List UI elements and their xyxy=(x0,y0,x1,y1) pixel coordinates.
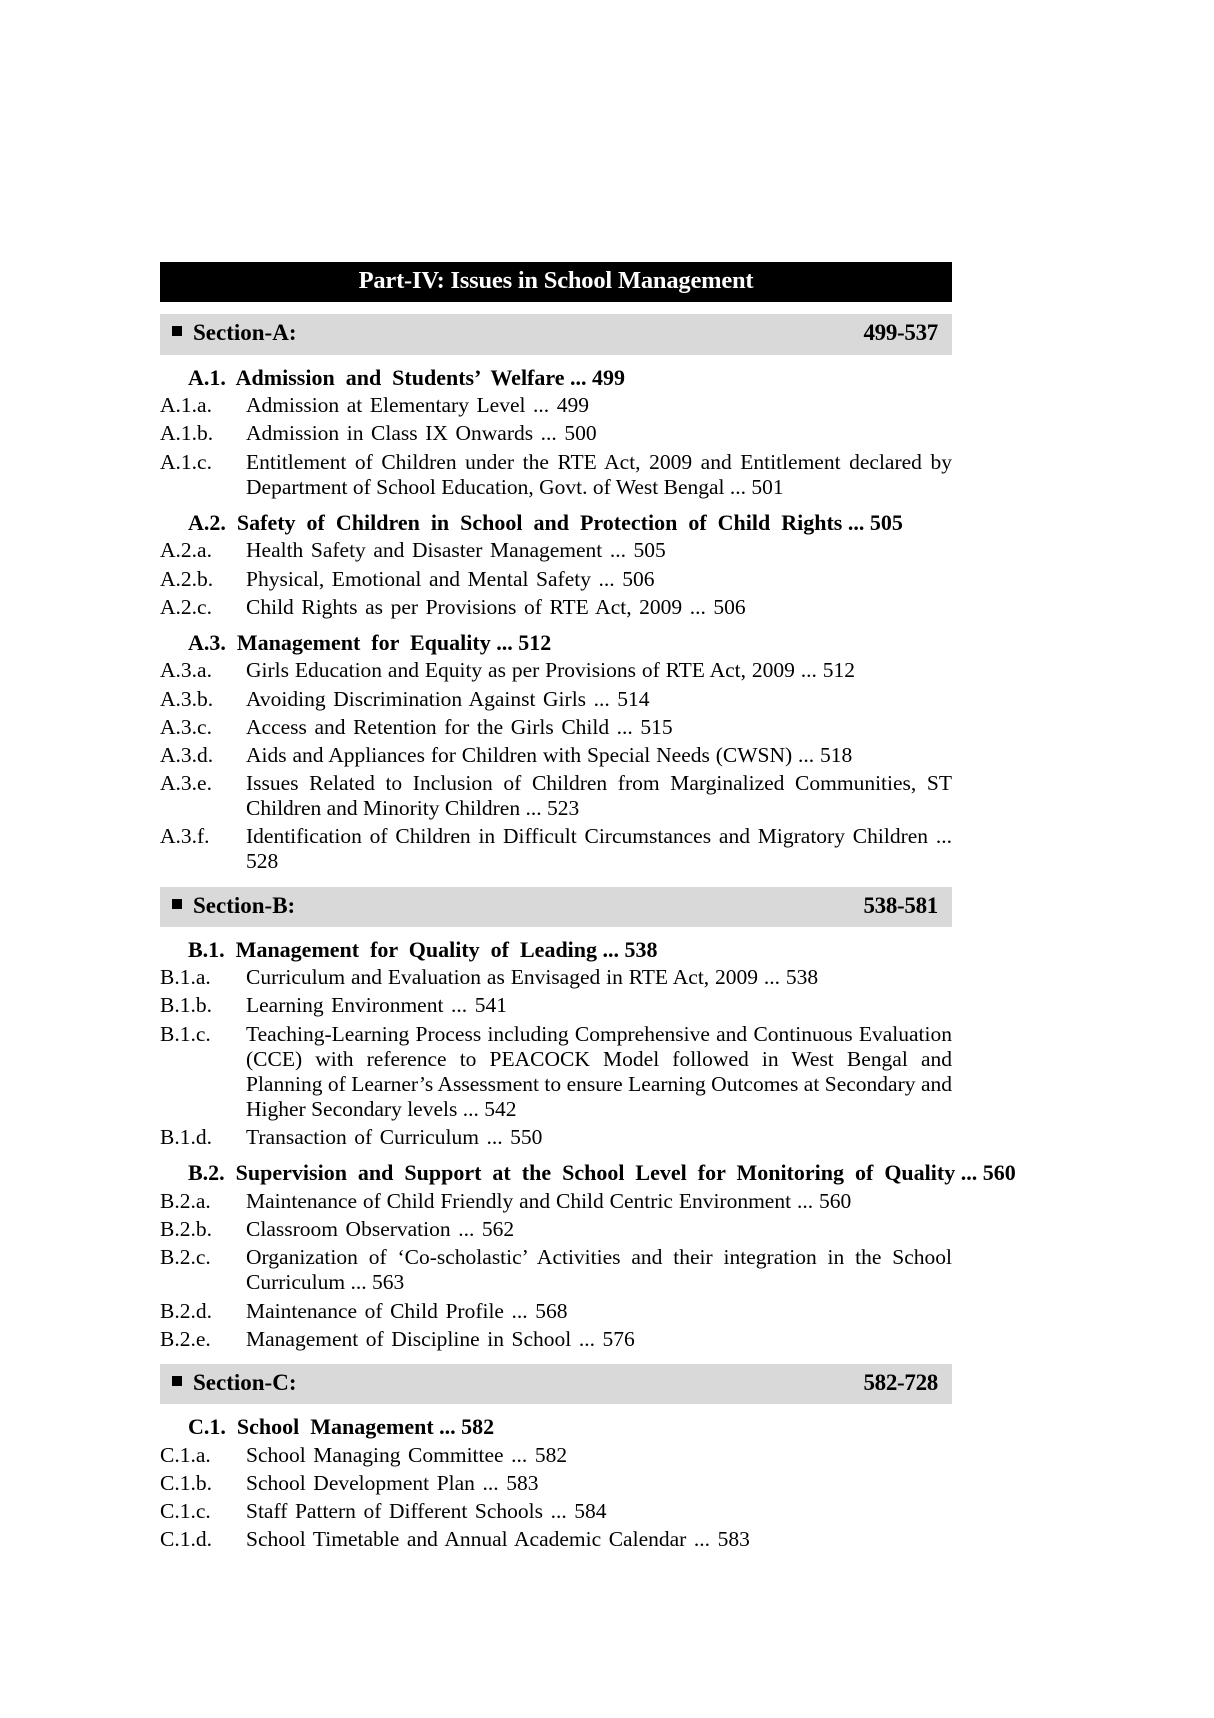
toc-entry[interactable] xyxy=(160,1471,952,1496)
toc-entry-text: Classroom Observation ... 562 xyxy=(246,1217,515,1242)
subsection-heading[interactable]: B.1. Management for Quality of Leading ... 538 xyxy=(188,936,658,962)
toc-entry-label: A.1.b. xyxy=(160,421,214,446)
toc-entry[interactable] xyxy=(160,1022,952,1123)
section-label: Section-C: xyxy=(193,1369,297,1395)
toc-entry-label: B.2.a. xyxy=(160,1188,211,1213)
subsection-heading[interactable]: A.1. Admission and Students’ Welfare ... 499 xyxy=(188,364,626,390)
toc-entry-text: School Managing Committee ... 582 xyxy=(246,1442,568,1467)
section-header[interactable] xyxy=(160,887,952,927)
toc-entry-label: C.1.a. xyxy=(160,1442,211,1467)
toc-entry-text: Staff Pattern of Different Schools ... 584 xyxy=(246,1498,607,1523)
toc-entry-label: A.2.b. xyxy=(160,566,214,591)
subsection-heading[interactable]: A.3. Management for Equality ... 512 xyxy=(188,629,552,655)
toc-entry-label: A.1.c. xyxy=(160,449,212,474)
square-bullet-icon xyxy=(172,899,182,909)
toc-entry-label: B.1.c. xyxy=(160,1021,211,1046)
toc-entry-label: C.1.c. xyxy=(160,1498,211,1523)
toc-entry[interactable] xyxy=(160,567,952,592)
table-of-contents-page xyxy=(160,262,1016,1554)
toc-entry-label: A.3.a. xyxy=(160,658,212,683)
toc-entry[interactable] xyxy=(160,824,952,874)
toc-entry[interactable] xyxy=(160,965,952,990)
toc-entry-text: School Timetable and Annual Academic Calendar ... 583 xyxy=(246,1526,750,1551)
toc-entry[interactable] xyxy=(160,421,952,446)
toc-entry[interactable] xyxy=(160,715,952,740)
toc-entry-text: Maintenance of Child Profile ... 568 xyxy=(246,1298,568,1323)
toc-entry-label: A.3.c. xyxy=(160,714,212,739)
toc-entry-label: A.3.f. xyxy=(160,824,210,849)
toc-entry-text: Learning Environment ... 541 xyxy=(246,993,507,1018)
toc-entry-label: A.3.d. xyxy=(160,742,214,767)
section-block xyxy=(160,314,952,874)
toc-entry-text: Access and Retention for the Girls Child ... 515 xyxy=(246,714,673,739)
toc-entry[interactable] xyxy=(160,687,952,712)
toc-entry-text: Curriculum and Evaluation as Envisaged in RTE Act, 2009 ... 538 xyxy=(246,965,819,990)
toc-entry[interactable] xyxy=(160,595,952,620)
toc-entry[interactable] xyxy=(160,743,952,768)
toc-entry-label: B.2.d. xyxy=(160,1298,212,1323)
section-block xyxy=(160,1364,952,1552)
section-label: Section-A: xyxy=(193,320,297,346)
square-bullet-icon xyxy=(172,326,182,336)
toc-entry-label: B.1.d. xyxy=(160,1125,212,1150)
toc-entry[interactable] xyxy=(160,1217,952,1242)
toc-entry-label: A.2.a. xyxy=(160,538,212,563)
section-page-range: 582-728 xyxy=(863,1369,938,1395)
sections-container xyxy=(160,314,1016,1552)
toc-entry-label: B.1.b. xyxy=(160,993,212,1018)
toc-entry-text: Issues Related to Inclusion of Children from Marginalized Communities, ST Children and Minority Children ... 523 xyxy=(246,771,952,821)
toc-entry-label: A.2.c. xyxy=(160,594,212,619)
part-title-bar xyxy=(160,262,952,302)
toc-entry-label: B.2.e. xyxy=(160,1326,211,1351)
toc-entry-text: Avoiding Discrimination Against Girls ... 514 xyxy=(246,686,650,711)
toc-entry-text: Aids and Appliances for Children with Special Needs (CWSN) ... 518 xyxy=(246,742,853,767)
section-header[interactable] xyxy=(160,1364,952,1404)
toc-entry-label: C.1.b. xyxy=(160,1470,212,1495)
toc-entry-text: Girls Education and Equity as per Provisions of RTE Act, 2009 ... 512 xyxy=(246,658,856,683)
section-block xyxy=(160,887,1016,1352)
toc-entry-text: Health Safety and Disaster Management ... 505 xyxy=(246,538,666,563)
section-header[interactable] xyxy=(160,314,952,354)
toc-entry[interactable] xyxy=(160,1125,952,1150)
toc-entry-text: School Development Plan ... 583 xyxy=(246,1470,539,1495)
section-page-range: 538-581 xyxy=(863,892,938,918)
toc-entry-label: B.2.b. xyxy=(160,1217,212,1242)
subsection-heading[interactable]: B.2. Supervision and Support at the School Level for Monitoring of Quality ... 560 xyxy=(188,1160,1016,1186)
square-bullet-icon xyxy=(172,1376,182,1386)
toc-entry-text: Child Rights as per Provisions of RTE Act, 2009 ... 506 xyxy=(246,594,746,619)
toc-entry-label: A.3.b. xyxy=(160,686,214,711)
toc-entry-label: B.2.c. xyxy=(160,1245,211,1270)
toc-entry-label: C.1.d. xyxy=(160,1526,212,1551)
part-title: Part-IV: Issues in School Management xyxy=(358,267,754,294)
subsection-heading[interactable]: C.1. School Management ... 582 xyxy=(188,1413,495,1439)
toc-entry-text: Admission at Elementary Level ... 499 xyxy=(246,393,589,418)
section-page-range: 499-537 xyxy=(863,320,938,346)
toc-entry[interactable] xyxy=(160,1299,952,1324)
toc-entry[interactable] xyxy=(160,658,952,683)
toc-entry-text: Entitlement of Children under the RTE Act, 2009 and Entitlement declared by Department of School Education, Govt. of West Bengal ... 501 xyxy=(246,449,952,499)
toc-entry[interactable] xyxy=(160,771,952,821)
toc-entry-text: Teaching-Learning Process including Comprehensive and Continuous Evaluation (CCE) with reference to PEACOCK Model followed in West Bengal and Planning of Learner’s Assessment to ensure Learning Outcomes at Secondary and Higher Secondary levels ... 542 xyxy=(246,1021,952,1122)
toc-entry[interactable] xyxy=(160,393,952,418)
toc-entry[interactable] xyxy=(160,993,952,1018)
toc-entry-text: Identification of Children in Difficult Circumstances and Migratory Children ... 528 xyxy=(246,824,952,874)
toc-entry[interactable] xyxy=(160,1443,952,1468)
toc-entry[interactable] xyxy=(160,1189,952,1214)
toc-entry-text: Transaction of Curriculum ... 550 xyxy=(246,1125,543,1150)
toc-entry-text: Management of Discipline in School ... 576 xyxy=(246,1326,635,1351)
toc-entry[interactable] xyxy=(160,1245,952,1295)
toc-entry-text: Physical, Emotional and Mental Safety ... 506 xyxy=(246,566,655,591)
toc-entry[interactable] xyxy=(160,1499,952,1524)
toc-entry[interactable] xyxy=(160,1327,952,1352)
toc-entry-text: Maintenance of Child Friendly and Child Centric Environment ... 560 xyxy=(246,1188,852,1213)
toc-entry-text: Organization of ‘Co-scholastic’ Activities and their integration in the School Curriculum ... 563 xyxy=(246,1245,952,1295)
toc-entry[interactable] xyxy=(160,1527,952,1552)
section-label: Section-B: xyxy=(193,892,296,918)
toc-entry-label: B.1.a. xyxy=(160,965,211,990)
subsection-heading[interactable]: A.2. Safety of Children in School and Protection of Child Rights ... 505 xyxy=(188,509,903,535)
toc-entry[interactable] xyxy=(160,450,952,500)
toc-entry-label: A.1.a. xyxy=(160,393,212,418)
toc-entry-label: A.3.e. xyxy=(160,771,212,796)
toc-entry-text: Admission in Class IX Onwards ... 500 xyxy=(246,421,597,446)
toc-entry[interactable] xyxy=(160,538,952,563)
